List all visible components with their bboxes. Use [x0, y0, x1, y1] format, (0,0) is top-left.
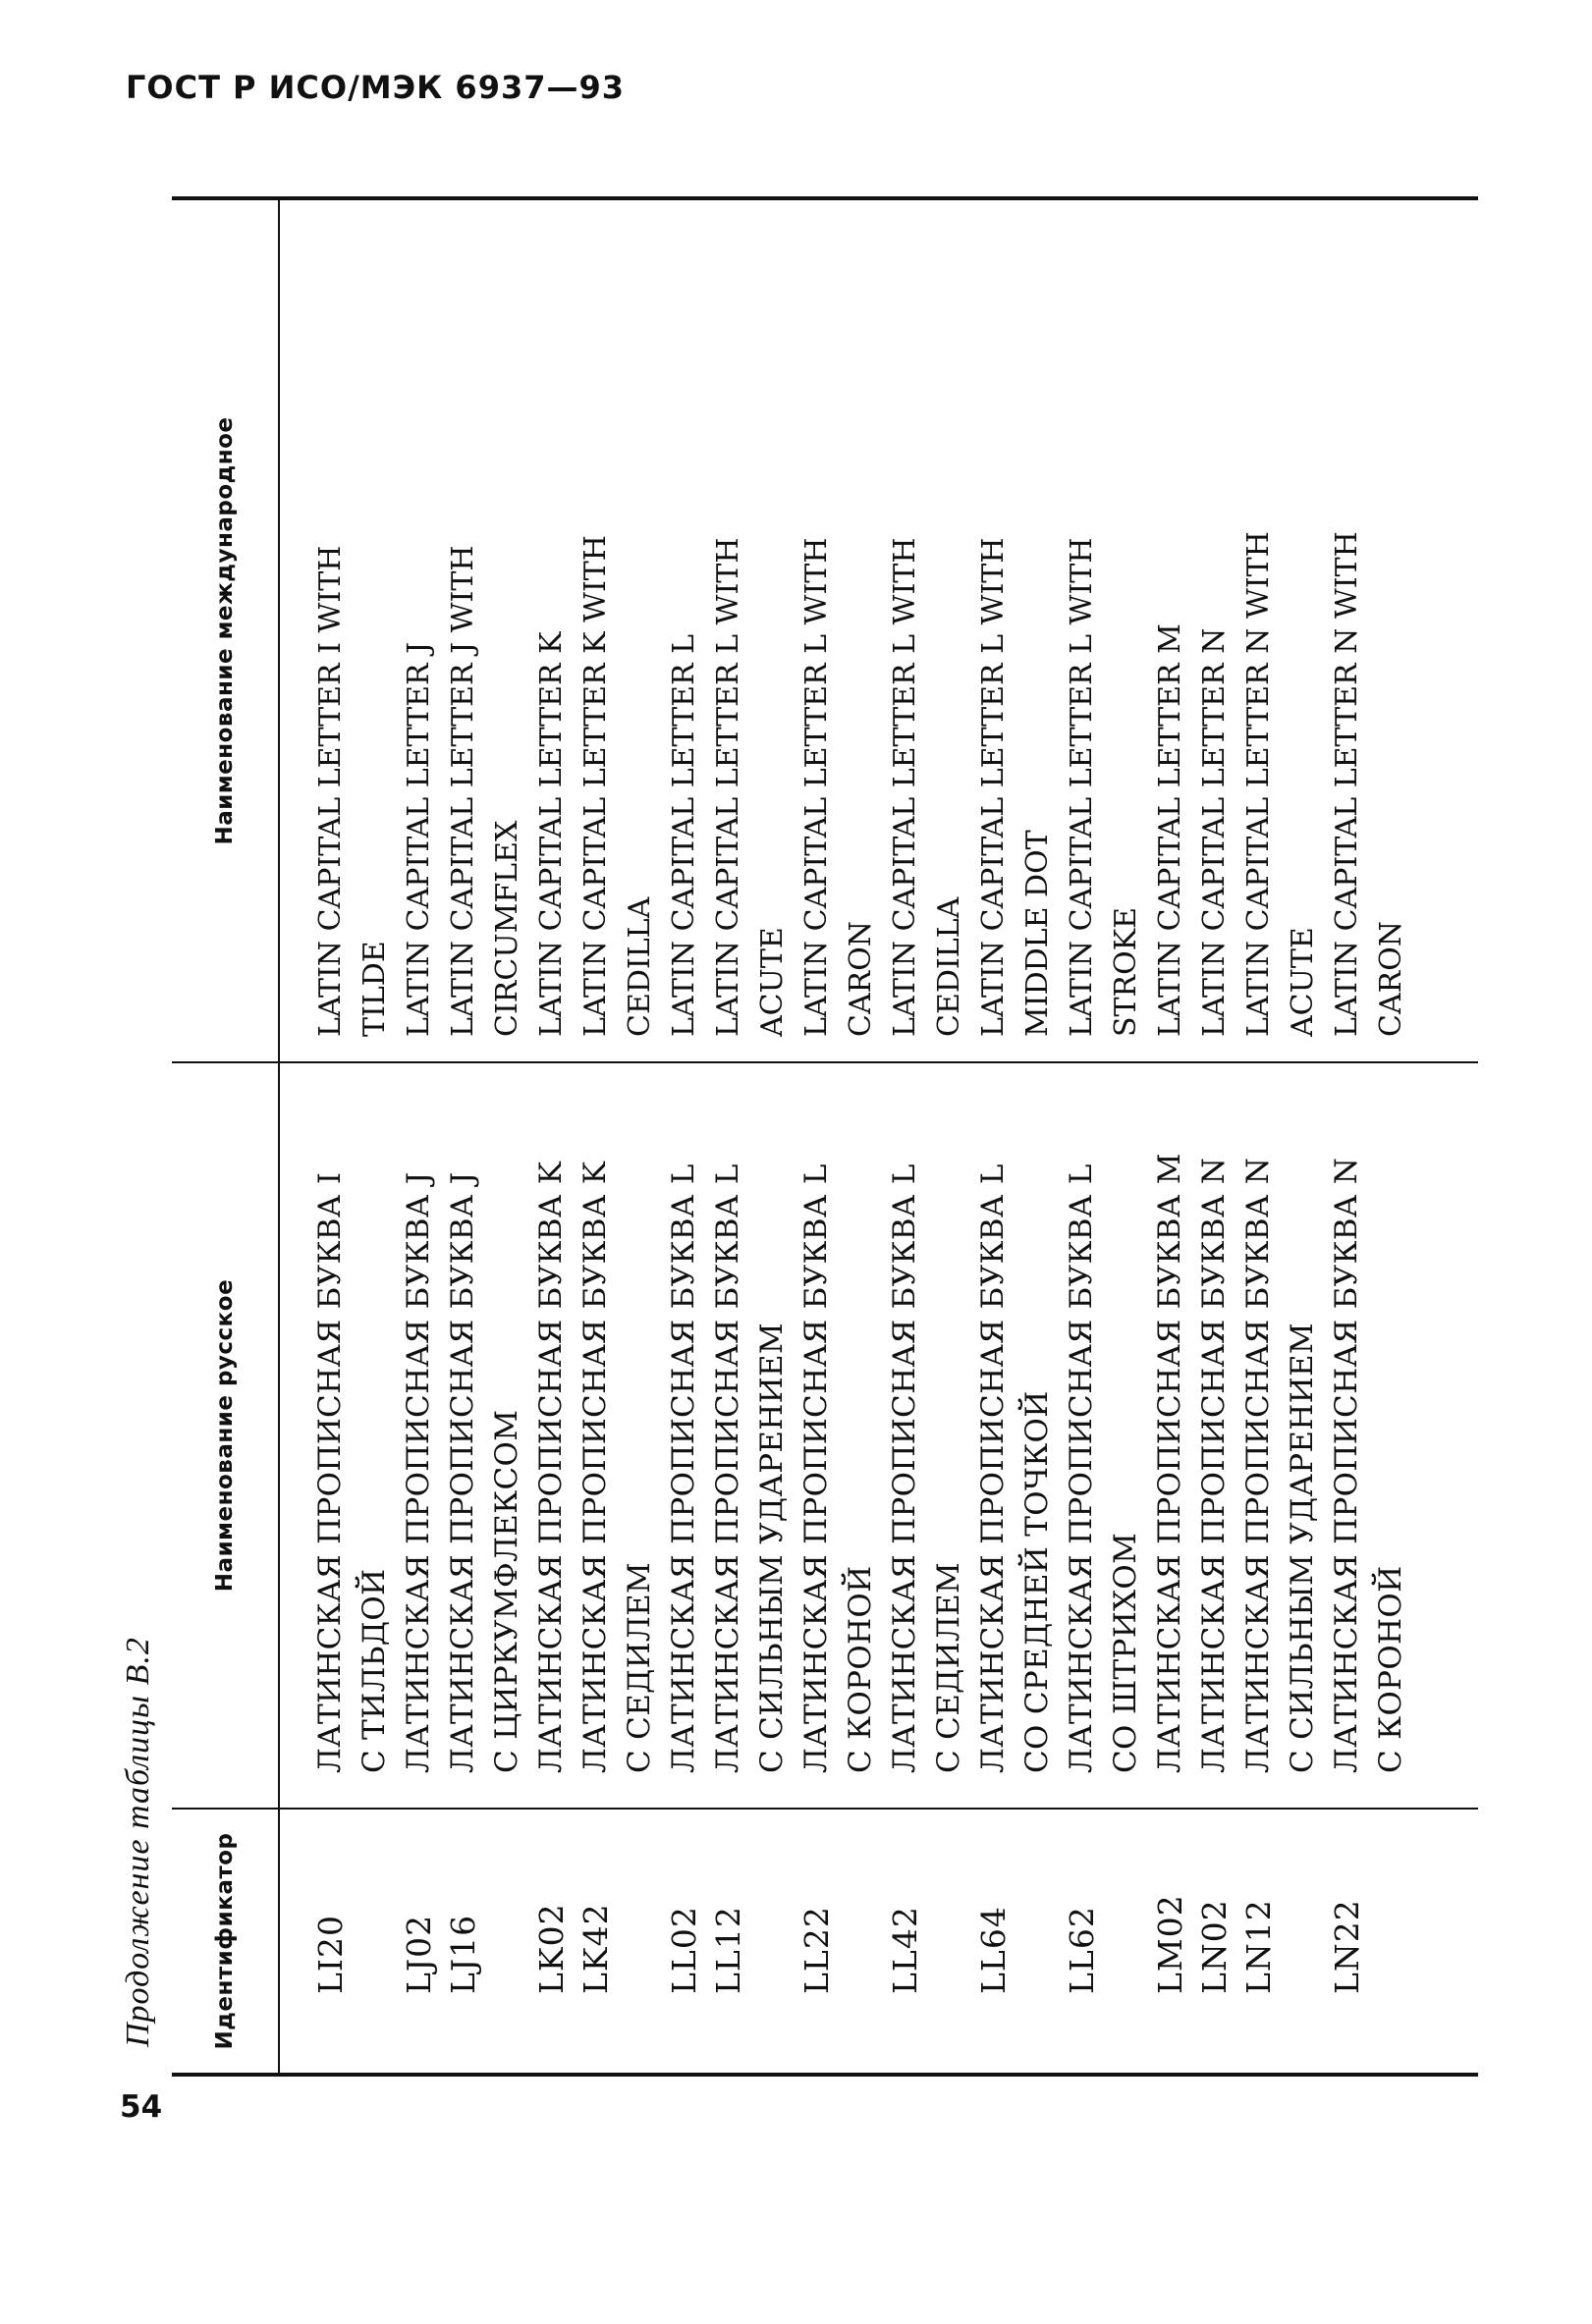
russian-name-line: ЛАТИНСКАЯ ПРОПИСНАЯ БУКВА M: [1152, 1153, 1187, 1773]
identifier-cell: LJ02: [400, 1914, 438, 1994]
identifier-cell: LK02: [532, 1903, 571, 1994]
international-name-line: LATIN CAPITAL LETTER J: [402, 641, 436, 1037]
column-name-russian: [172, 1061, 1478, 1808]
russian-name-line: С КОРОНОЙ: [843, 1565, 878, 1773]
international-name-line: CARON: [1374, 920, 1408, 1037]
russian-name-line: ЛАТИНСКАЯ ПРОПИСНАЯ БУКВА L: [710, 1163, 745, 1773]
international-name-line: LATIN CAPITAL LETTER N WITH: [1330, 531, 1364, 1037]
russian-name-line: ЛАТИНСКАЯ ПРОПИСНАЯ БУКВА L: [975, 1163, 1011, 1773]
international-name-line: ACUTE: [1286, 927, 1320, 1037]
international-name-line: ACUTE: [755, 927, 790, 1037]
russian-name-line: ЛАТИНСКАЯ ПРОПИСНАЯ БУКВА L: [887, 1163, 922, 1773]
rotated-table-block: [118, 162, 1493, 2077]
russian-name-line: С СЕДИЛЕМ: [622, 1561, 657, 1773]
russian-name-line: С ТИЛЬДОЙ: [357, 1568, 392, 1773]
table-caption: Продолжение таблицы В.2: [120, 1637, 156, 2047]
russian-name-line: С СИЛЬНЫМ УДАРЕНИЕМ: [1285, 1323, 1320, 1773]
identifier-cell-blank: [1104, 1810, 1148, 2073]
russian-name-line: ЛАТИНСКАЯ ПРОПИСНАЯ БУКВА N: [1196, 1157, 1232, 1773]
identifier-cell-blank: [1369, 1810, 1413, 2073]
identifier-cell: LL64: [974, 1906, 1013, 1994]
identifier-cell: LI20: [311, 1915, 350, 1994]
russian-name-line: ЛАТИНСКАЯ ПРОПИСНАЯ БУКВА L: [798, 1163, 834, 1773]
identifier-cell: LN22: [1328, 1899, 1366, 1994]
identifier-cell-blank: [1281, 1810, 1325, 2073]
international-name-line: LATIN CAPITAL LETTER L: [667, 633, 701, 1037]
russian-name-line: ЛАТИНСКАЯ ПРОПИСНАЯ БУКВА K: [577, 1161, 613, 1773]
russian-name-line: ЛАТИНСКАЯ ПРОПИСНАЯ БУКВА J: [401, 1171, 436, 1773]
column-body-name-russian: [280, 1063, 1413, 1808]
international-name-line: CIRCUMFLEX: [490, 820, 524, 1037]
identifier-cell: LK42: [576, 1903, 615, 1994]
russian-name-line: С ЦИРКУМФЛЕКСОМ: [489, 1409, 524, 1773]
identifier-cell: LM02: [1151, 1894, 1189, 1994]
identifier-cell: LL22: [797, 1906, 836, 1994]
russian-name-line: СО СРЕДНЕЙ ТОЧКОЙ: [1019, 1390, 1055, 1773]
international-name-line: LATIN CAPITAL LETTER I WITH: [313, 545, 348, 1037]
international-name-line: LATIN CAPITAL LETTER L WITH: [799, 537, 834, 1037]
russian-name-line: С СИЛЬНЫМ УДАРЕНИЕМ: [754, 1323, 790, 1773]
column-identifier: [172, 1808, 1478, 2073]
column-header-name-russian: Наименование русское: [172, 1063, 280, 1808]
identifier-cell: LL02: [665, 1906, 703, 1994]
russian-name-line: ЛАТИНСКАЯ ПРОПИСНАЯ БУКВА L: [666, 1163, 701, 1773]
column-name-international: [172, 200, 1478, 1061]
russian-name-line: ЛАТИНСКАЯ ПРОПИСНАЯ БУКВА L: [1064, 1163, 1099, 1773]
identifier-cell-blank: [750, 1810, 795, 2073]
international-name-line: LATIN CAPITAL LETTER L WITH: [888, 537, 922, 1037]
international-name-line: LATIN CAPITAL LETTER M: [1153, 623, 1187, 1037]
column-body-name-international: [280, 200, 1413, 1061]
identifier-cell-blank: [353, 1810, 397, 2073]
identifier-cell-blank: [927, 1810, 971, 2073]
russian-name-line: ЛАТИНСКАЯ ПРОПИСНАЯ БУКВА N: [1329, 1157, 1364, 1773]
international-name-line: LATIN CAPITAL LETTER L WITH: [976, 537, 1011, 1037]
identifier-cell-blank: [839, 1810, 883, 2073]
column-header-name-international: Наименование международное: [172, 200, 280, 1061]
page-number: 54: [120, 2089, 163, 2125]
international-name-line: LATIN CAPITAL LETTER N WITH: [1241, 531, 1276, 1037]
international-name-line: CEDILLA: [623, 896, 657, 1037]
russian-name-line: ЛАТИНСКАЯ ПРОПИСНАЯ БУКВА N: [1240, 1157, 1276, 1773]
column-header-identifier: Идентификатор: [172, 1810, 280, 2073]
international-name-line: TILDE: [357, 941, 392, 1037]
identifier-cell-blank: [485, 1810, 529, 2073]
international-name-line: LATIN CAPITAL LETTER K: [534, 631, 569, 1037]
russian-name-line: ЛАТИНСКАЯ ПРОПИСНАЯ БУКВА I: [312, 1171, 348, 1773]
international-name-line: LATIN CAPITAL LETTER L WITH: [1065, 537, 1099, 1037]
identifier-cell: LL12: [709, 1906, 747, 1994]
identifier-cell-blank: [618, 1810, 662, 2073]
international-name-line: STROKE: [1109, 906, 1143, 1037]
russian-name-line: ЛАТИНСКАЯ ПРОПИСНАЯ БУКВА J: [445, 1171, 480, 1773]
document-header: ГОСТ Р ИСО/МЭК 6937—93: [126, 69, 626, 106]
international-name-line: LATIN CAPITAL LETTER J WITH: [446, 545, 480, 1037]
column-body-identifier: [280, 1810, 1413, 2073]
russian-name-line: СО ШТРИХОМ: [1108, 1532, 1143, 1773]
international-name-line: CARON: [844, 920, 878, 1037]
identifier-cell-blank: [1016, 1810, 1060, 2073]
international-name-line: MIDDLE DOT: [1020, 830, 1055, 1037]
international-name-line: LATIN CAPITAL LETTER L WITH: [711, 537, 745, 1037]
identifier-cell: LL62: [1063, 1906, 1101, 1994]
identifier-cell: LJ16: [444, 1914, 482, 1994]
data-table: [172, 196, 1478, 2077]
identifier-cell: LN12: [1239, 1899, 1278, 1994]
russian-name-line: С КОРОНОЙ: [1373, 1565, 1408, 1773]
international-name-line: LATIN CAPITAL LETTER K WITH: [578, 535, 613, 1037]
identifier-cell: LL42: [886, 1906, 924, 1994]
international-name-line: LATIN CAPITAL LETTER N: [1197, 627, 1232, 1037]
identifier-cell: LN02: [1195, 1899, 1234, 1994]
russian-name-line: С СЕДИЛЕМ: [931, 1561, 966, 1773]
international-name-line: CEDILLA: [932, 896, 966, 1037]
russian-name-line: ЛАТИНСКАЯ ПРОПИСНАЯ БУКВА K: [533, 1161, 569, 1773]
